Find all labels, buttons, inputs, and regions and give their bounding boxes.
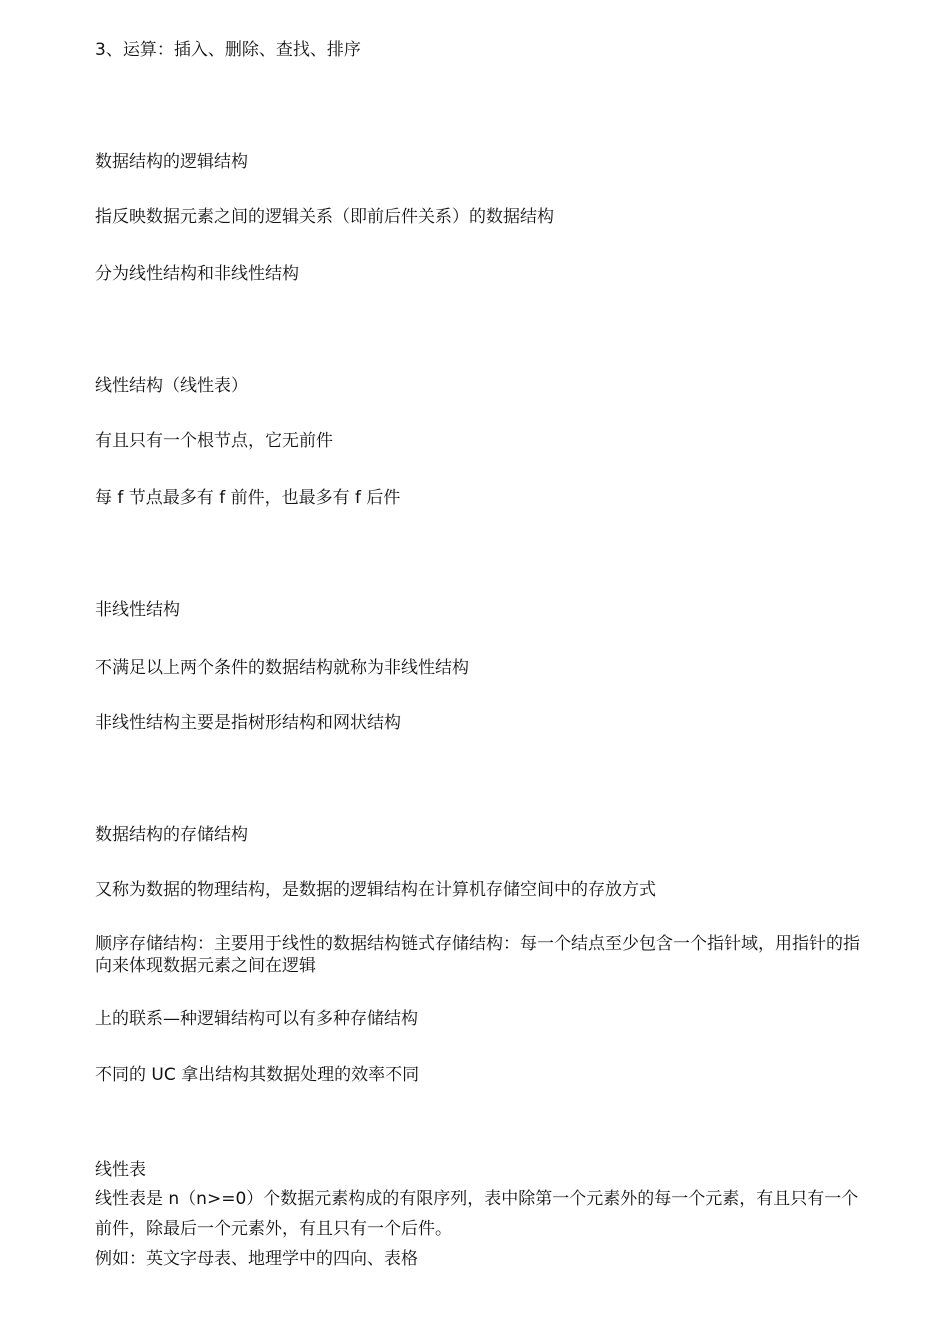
text-paragraph: 线性表是 n（n>=0）个数据元素构成的有限序列，表中除第一个元素外的每一个元素，有且只有一个前件，除最后一个元素外，有且只有一个后件。	[95, 1189, 859, 1239]
text-line: 有且只有一个根节点，它无前件	[95, 431, 333, 451]
text-line: 不同的 UC 拿出结构其数据处理的效率不同	[95, 1065, 420, 1085]
text-line: 例如：英文字母表、地理学中的四向、表格	[95, 1249, 418, 1269]
text-line: 3、运算：插入、删除、查找、排序	[95, 40, 361, 60]
text-paragraph: 顺序存储结构：主要用于线性的数据结构链式存储结构：每一个结点至少包含一个指针域，用指针的指向来体现数据元素之间在逻辑	[95, 934, 860, 976]
text-line: 每 f 节点最多有 f 前件，也最多有 f 后件	[95, 488, 401, 508]
text-line: 指反映数据元素之间的逻辑关系（即前后件关系）的数据结构	[95, 207, 554, 227]
text-line: 不满足以上两个条件的数据结构就称为非线性结构	[95, 658, 469, 678]
section-heading: 数据结构的逻辑结构	[95, 152, 248, 172]
section-heading: 线性表	[95, 1160, 146, 1180]
text-line: 分为线性结构和非线性结构	[95, 264, 299, 284]
text-line: 上的联系—种逻辑结构可以有多种存储结构	[95, 1009, 418, 1029]
section-heading: 数据结构的存储结构	[95, 825, 248, 845]
text-line: 非线性结构主要是指树形结构和网状结构	[95, 713, 401, 733]
section-heading: 非线性结构	[95, 600, 180, 620]
section-heading: 线性结构（线性表）	[95, 376, 248, 396]
text-line: 又称为数据的物理结构，是数据的逻辑结构在计算机存储空间中的存放方式	[95, 880, 656, 900]
